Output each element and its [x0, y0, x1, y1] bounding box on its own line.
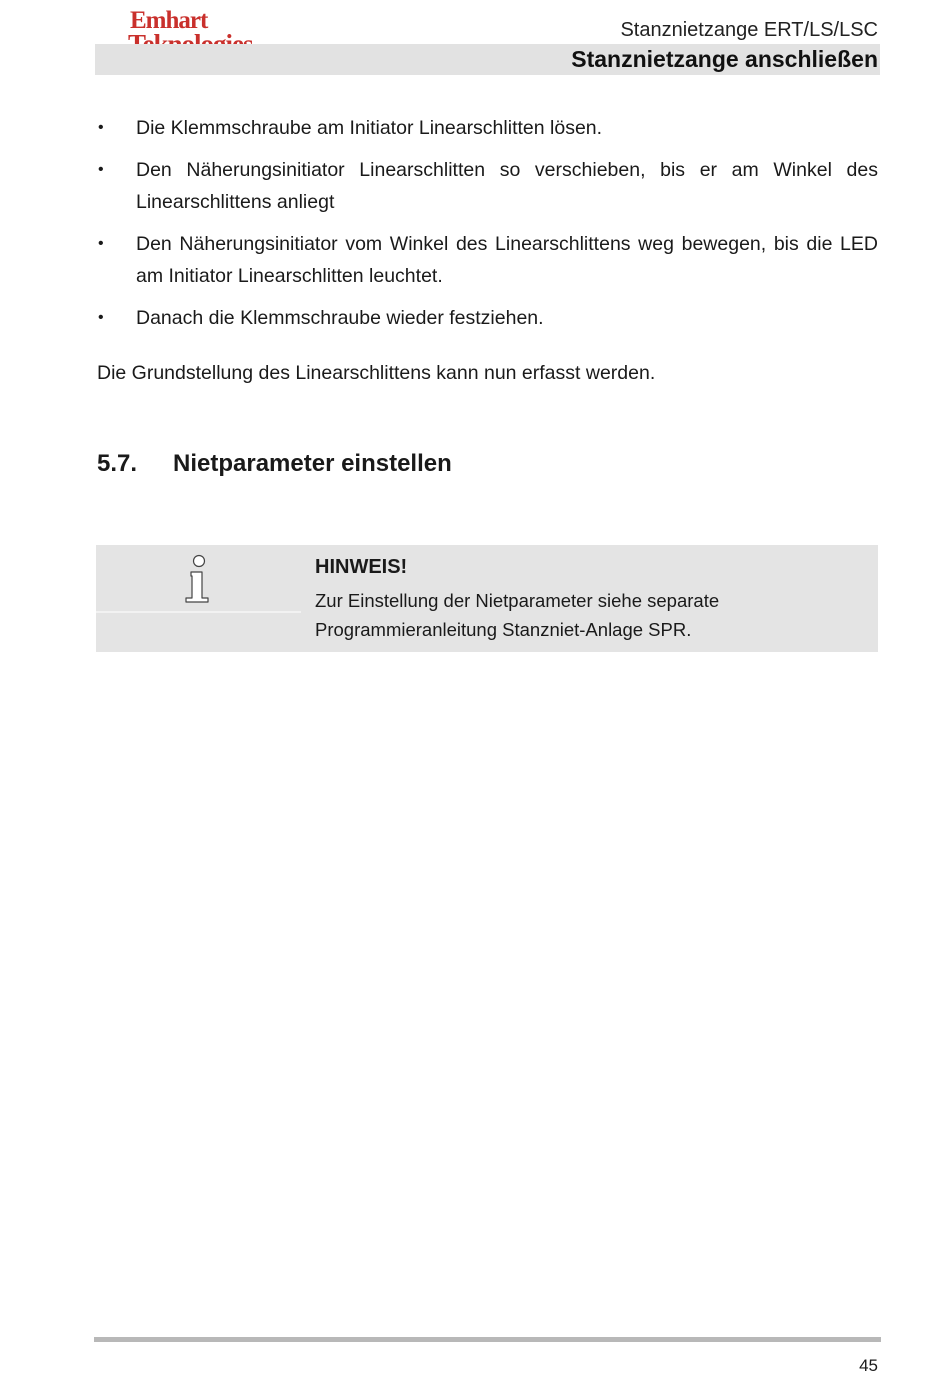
bullet-icon: • — [98, 309, 104, 326]
list-item-text: Den Näherungsinitiator Linearschlitten so verschieben, bis er am Winkel des Linearschlittens anliegt — [136, 159, 878, 213]
section-heading-text: Nietparameter einstellen — [173, 450, 452, 477]
section-number: 5.7. — [97, 450, 138, 477]
notice-icon-cell — [96, 545, 301, 613]
section-title: Stanznietzange anschließen — [571, 46, 878, 72]
notice-title: HINWEIS! — [315, 556, 408, 578]
list-item-text: Danach die Klemmschraube wieder festziehen. — [136, 307, 544, 329]
page-number: 45 — [859, 1356, 878, 1375]
bullet-icon: • — [98, 161, 104, 178]
section-heading — [97, 450, 452, 478]
info-icon — [182, 554, 212, 604]
logo-line1: Emhart — [130, 7, 208, 34]
instruction-list — [97, 112, 878, 344]
footer-divider — [94, 1337, 881, 1342]
body-paragraph: Die Grundstellung des Linearschlittens kann nun erfasst werden. — [97, 362, 656, 384]
notice-box — [96, 545, 878, 652]
list-item — [97, 228, 878, 292]
list-item — [97, 154, 878, 218]
list-item — [97, 112, 878, 144]
bullet-icon: • — [98, 119, 104, 136]
list-item-text: Den Näherungsinitiator vom Winkel des Linearschlittens weg bewegen, bis die LED am Initiator Linearschlitten leuchtet. — [136, 233, 878, 287]
list-item-text: Die Klemmschraube am Initiator Linearschlitten lösen. — [136, 117, 603, 139]
list-item — [97, 302, 878, 334]
document-title: Stanznietzange ERT/LS/LSC — [620, 19, 878, 41]
bullet-icon: • — [98, 235, 104, 252]
notice-text: Zur Einstellung der Nietparameter siehe separate Programmieranleitung Stanzniet-Anlage SPR. — [315, 590, 720, 640]
